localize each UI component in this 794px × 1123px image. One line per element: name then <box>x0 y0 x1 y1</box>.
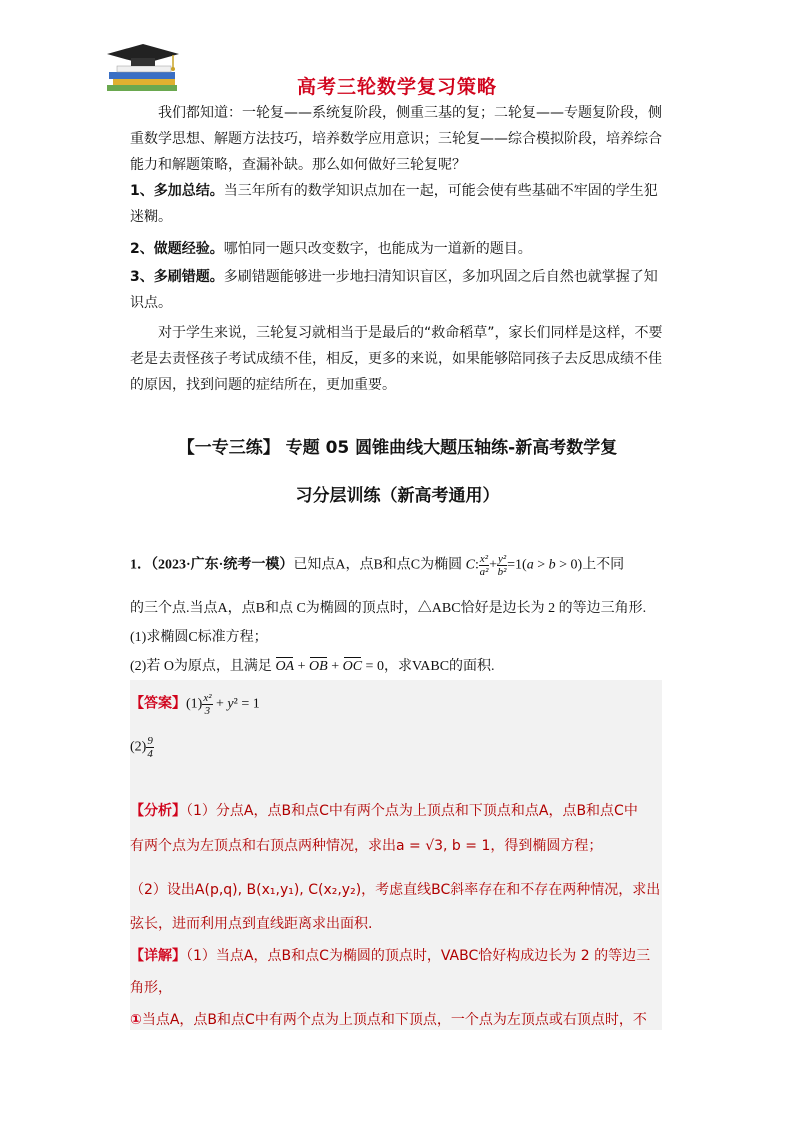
detail-line1: 【详解】（1）当点A，点B和点C为椭圆的顶点时，VABC恰好构成边长为 2 的等边三 <box>130 948 651 964</box>
answer-line2 <box>130 735 665 760</box>
question-line2: 的三个点.当点A，点B和点 C为椭圆的顶点时，△ABC恰好是边长为 2 的等边三角形. <box>130 601 647 616</box>
ellipse-frac-x: $\frac{\text{x²}}{\text{a²}}$ <box>479 553 489 578</box>
question-stem-a: 已知点A，点B和点C为椭圆 <box>293 557 463 573</box>
question-source: （2023·广东·统考一模） <box>151 557 294 573</box>
analysis-label: 【分析】 <box>130 803 186 819</box>
main-title-line1: 【一专三练】 专题 05 圆锥曲线大题压轴练-新高考数学复 <box>177 438 618 458</box>
answer-1-prefix: (1) <box>186 696 203 712</box>
question-part1: (1)求椭圆C标准方程； <box>130 630 268 645</box>
tip-1 <box>130 178 665 230</box>
question-stem-b: 上不同 <box>582 557 625 573</box>
answer-2-frac: $\frac{9}{4}$ <box>147 735 153 760</box>
question-part2-b: ，求VABC的面积. <box>383 659 495 674</box>
analysis-line2: 有两个点为左顶点和右顶点两种情况，求出a = √3, b = 1，得到椭圆方程； <box>130 838 603 854</box>
question-number: 1． <box>130 557 151 573</box>
circle-number: ① <box>130 1012 142 1028</box>
detail-label: 【详解】 <box>130 948 186 964</box>
tip-2-label: 2、做题经验。 <box>130 241 224 257</box>
tip-2 <box>130 236 665 262</box>
question-stem: 1．（2023·广东·统考一模）已知点A，点B和点C为椭圆 C: $\frac{\text{x²}}{\text{a²}}$ + $\frac{\text{y²}}{\text{b²}}$ =1(a > b > 0)上不同 <box>130 553 625 578</box>
strategy-title: 高考三轮数学复习策略 <box>296 76 497 98</box>
answer-label: 【答案】 <box>130 696 186 712</box>
analysis-line1: 【分析】（1）分点A，点B和点C中有两个点为上顶点和下顶点和点A，点B和点C中 <box>130 803 638 819</box>
analysis-line4: 弦长，进而利用点到直线距离求出面积. <box>130 916 373 932</box>
closing-paragraph: 对于学生来说，三轮复习就相当于是最后的“救命稻草”，家长们同样是这样，不要老是去责怪孩子考试成绩不佳，相反，更多的来说，如果能够陪同孩子去反思成绩不佳的原因，找到问题的症结所在，更加重要。 <box>130 325 663 393</box>
tip-3-label: 3、多刷错题。 <box>130 269 224 285</box>
answer-line1: 【答案】(1) $\frac{\text{x²}}{3}$ + y² = 1 <box>130 692 260 717</box>
tip-1-text: 当三年所有的数学知识点加在一起，可能会使有些基础不牢固的学生犯迷糊。 <box>130 183 658 225</box>
tip-3-text: 多刷错题能够进一步地扫清知识盲区，多加巩固之后自然也就掌握了知识点。 <box>130 269 658 311</box>
detail-line2: 角形， <box>130 980 172 996</box>
answer-2-prefix: (2) <box>130 739 147 755</box>
analysis-line3: （2）设出A(p,q), B(x₁,y₁), C(x₂,y₂)，考虑直线BC斜率存在和不存在两种情况，求出 <box>130 882 661 898</box>
intro-paragraph: 我们都知道：一轮复——系统复阶段，侧重三基的复；二轮复——专题复阶段，侧重数学思想、解题方法技巧，培养数学应用意识；三轮复——综合模拟阶段，培养综合能力和解题策略，查漏补缺。那么如何做好三轮复呢？ <box>130 105 662 173</box>
ellipse-frac-y: $\frac{\text{y²}}{\text{b²}}$ <box>497 553 507 578</box>
question-part2-a: (2)若 O为原点，且满足 <box>130 659 272 674</box>
detail-line3: ①当点A，点B和点C中有两个点为上顶点和下顶点，一个点为左顶点或右顶点时，不 <box>130 1012 647 1028</box>
main-title-line2: 习分层训练（新高考通用） <box>295 486 500 506</box>
tip-3 <box>130 264 665 316</box>
tip-2-text: 哪怕同一题只改变数字，也能成为一道新的题目。 <box>223 241 532 257</box>
question-part2: (2)若 O为原点，且满足 OA + OB + OC = 0，求VABC的面积. <box>130 659 495 674</box>
tip-1-label: 1、多加总结。 <box>130 183 224 199</box>
main-title <box>130 428 665 516</box>
